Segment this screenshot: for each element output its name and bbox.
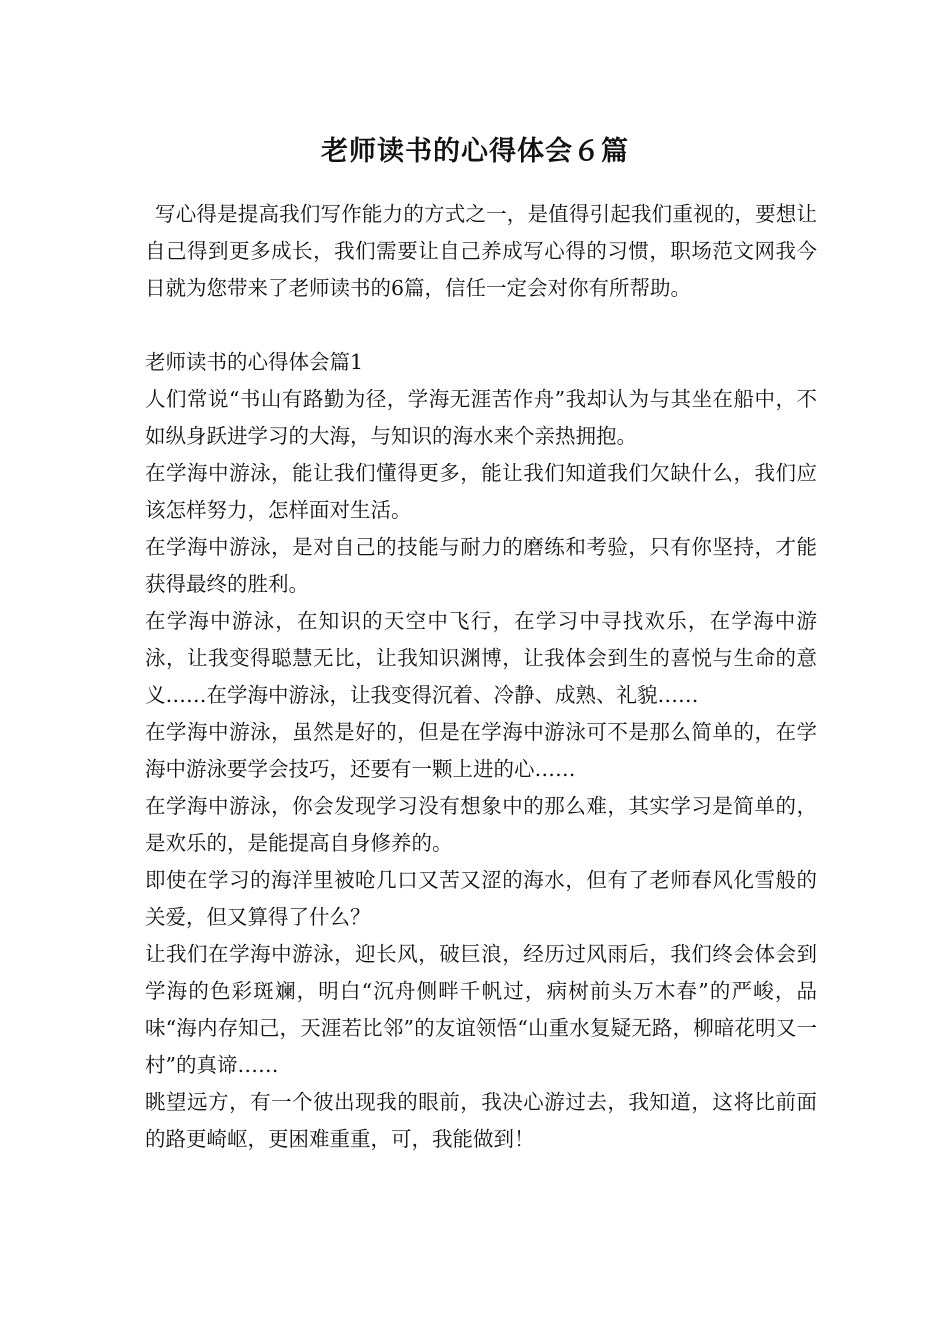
body-paragraph: 在学海中游泳，虽然是好的，但是在学海中游泳可不是那么简单的，在学海中游泳要学会技巧，还要有一颗上进的心…… [145, 720, 817, 781]
body-paragraph: 在学海中游泳，能让我们懂得更多，能让我们知道我们欠缺什么，我们应该怎样努力，怎样面对生活。 [145, 461, 817, 522]
body-paragraph: 让我们在学海中游泳，迎长风，破巨浪，经历过风雨后，我们终会体会到学海的色彩斑斓，明白“沉舟侧畔千帆过，病树前头万木春”的严峻，品味“海内存知己，天涯若比邻”的友谊领悟“山重水复疑无路，柳暗花明又一村”的真谛…… [145, 942, 817, 1077]
body-paragraph: 眺望远方，有一个彼出现我的眼前，我决心游过去，我知道，这将比前面的路更崎岖，更困难重重，可，我能做到！ [145, 1090, 817, 1151]
section-heading: 老师读书的心得体会篇1 [145, 350, 364, 374]
body-paragraph: 在学海中游泳，你会发现学习没有想象中的那么难，其实学习是简单的，是欢乐的，是能提高自身修养的。 [145, 794, 817, 855]
body-paragraph: 在学海中游泳，是对自己的技能与耐力的磨练和考验，只有你坚持，才能获得最终的胜利。 [145, 535, 817, 596]
document-body [145, 196, 817, 1158]
body-paragraph: 人们常说“书山有路勤为径，学海无涯苦作舟”我却认为与其坐在船中，不如纵身跃进学习的大海，与知识的海水来个亲热拥抱。 [145, 387, 817, 448]
document-title: 老师读书的心得体会６篇 [321, 136, 629, 167]
intro-paragraph: 写心得是提高我们写作能力的方式之一，是值得引起我们重视的，要想让自己得到更多成长，我们需要让自己养成写心得的习惯，职场范文网我今日就为您带来了老师读书的6篇，信任一定会对你有所帮助。 [145, 202, 817, 300]
body-paragraph: 在学海中游泳，在知识的天空中飞行，在学习中寻找欢乐，在学海中游泳，让我变得聪慧无比，让我知识渊博，让我体会到生的喜悦与生命的意义……在学海中游泳，让我变得沉着、冷静、成熟、礼貌…… [145, 609, 817, 707]
body-paragraph: 即使在学习的海洋里被呛几口又苦又涩的海水，但有了老师春风化雪般的关爱，但又算得了什么？ [145, 868, 817, 929]
